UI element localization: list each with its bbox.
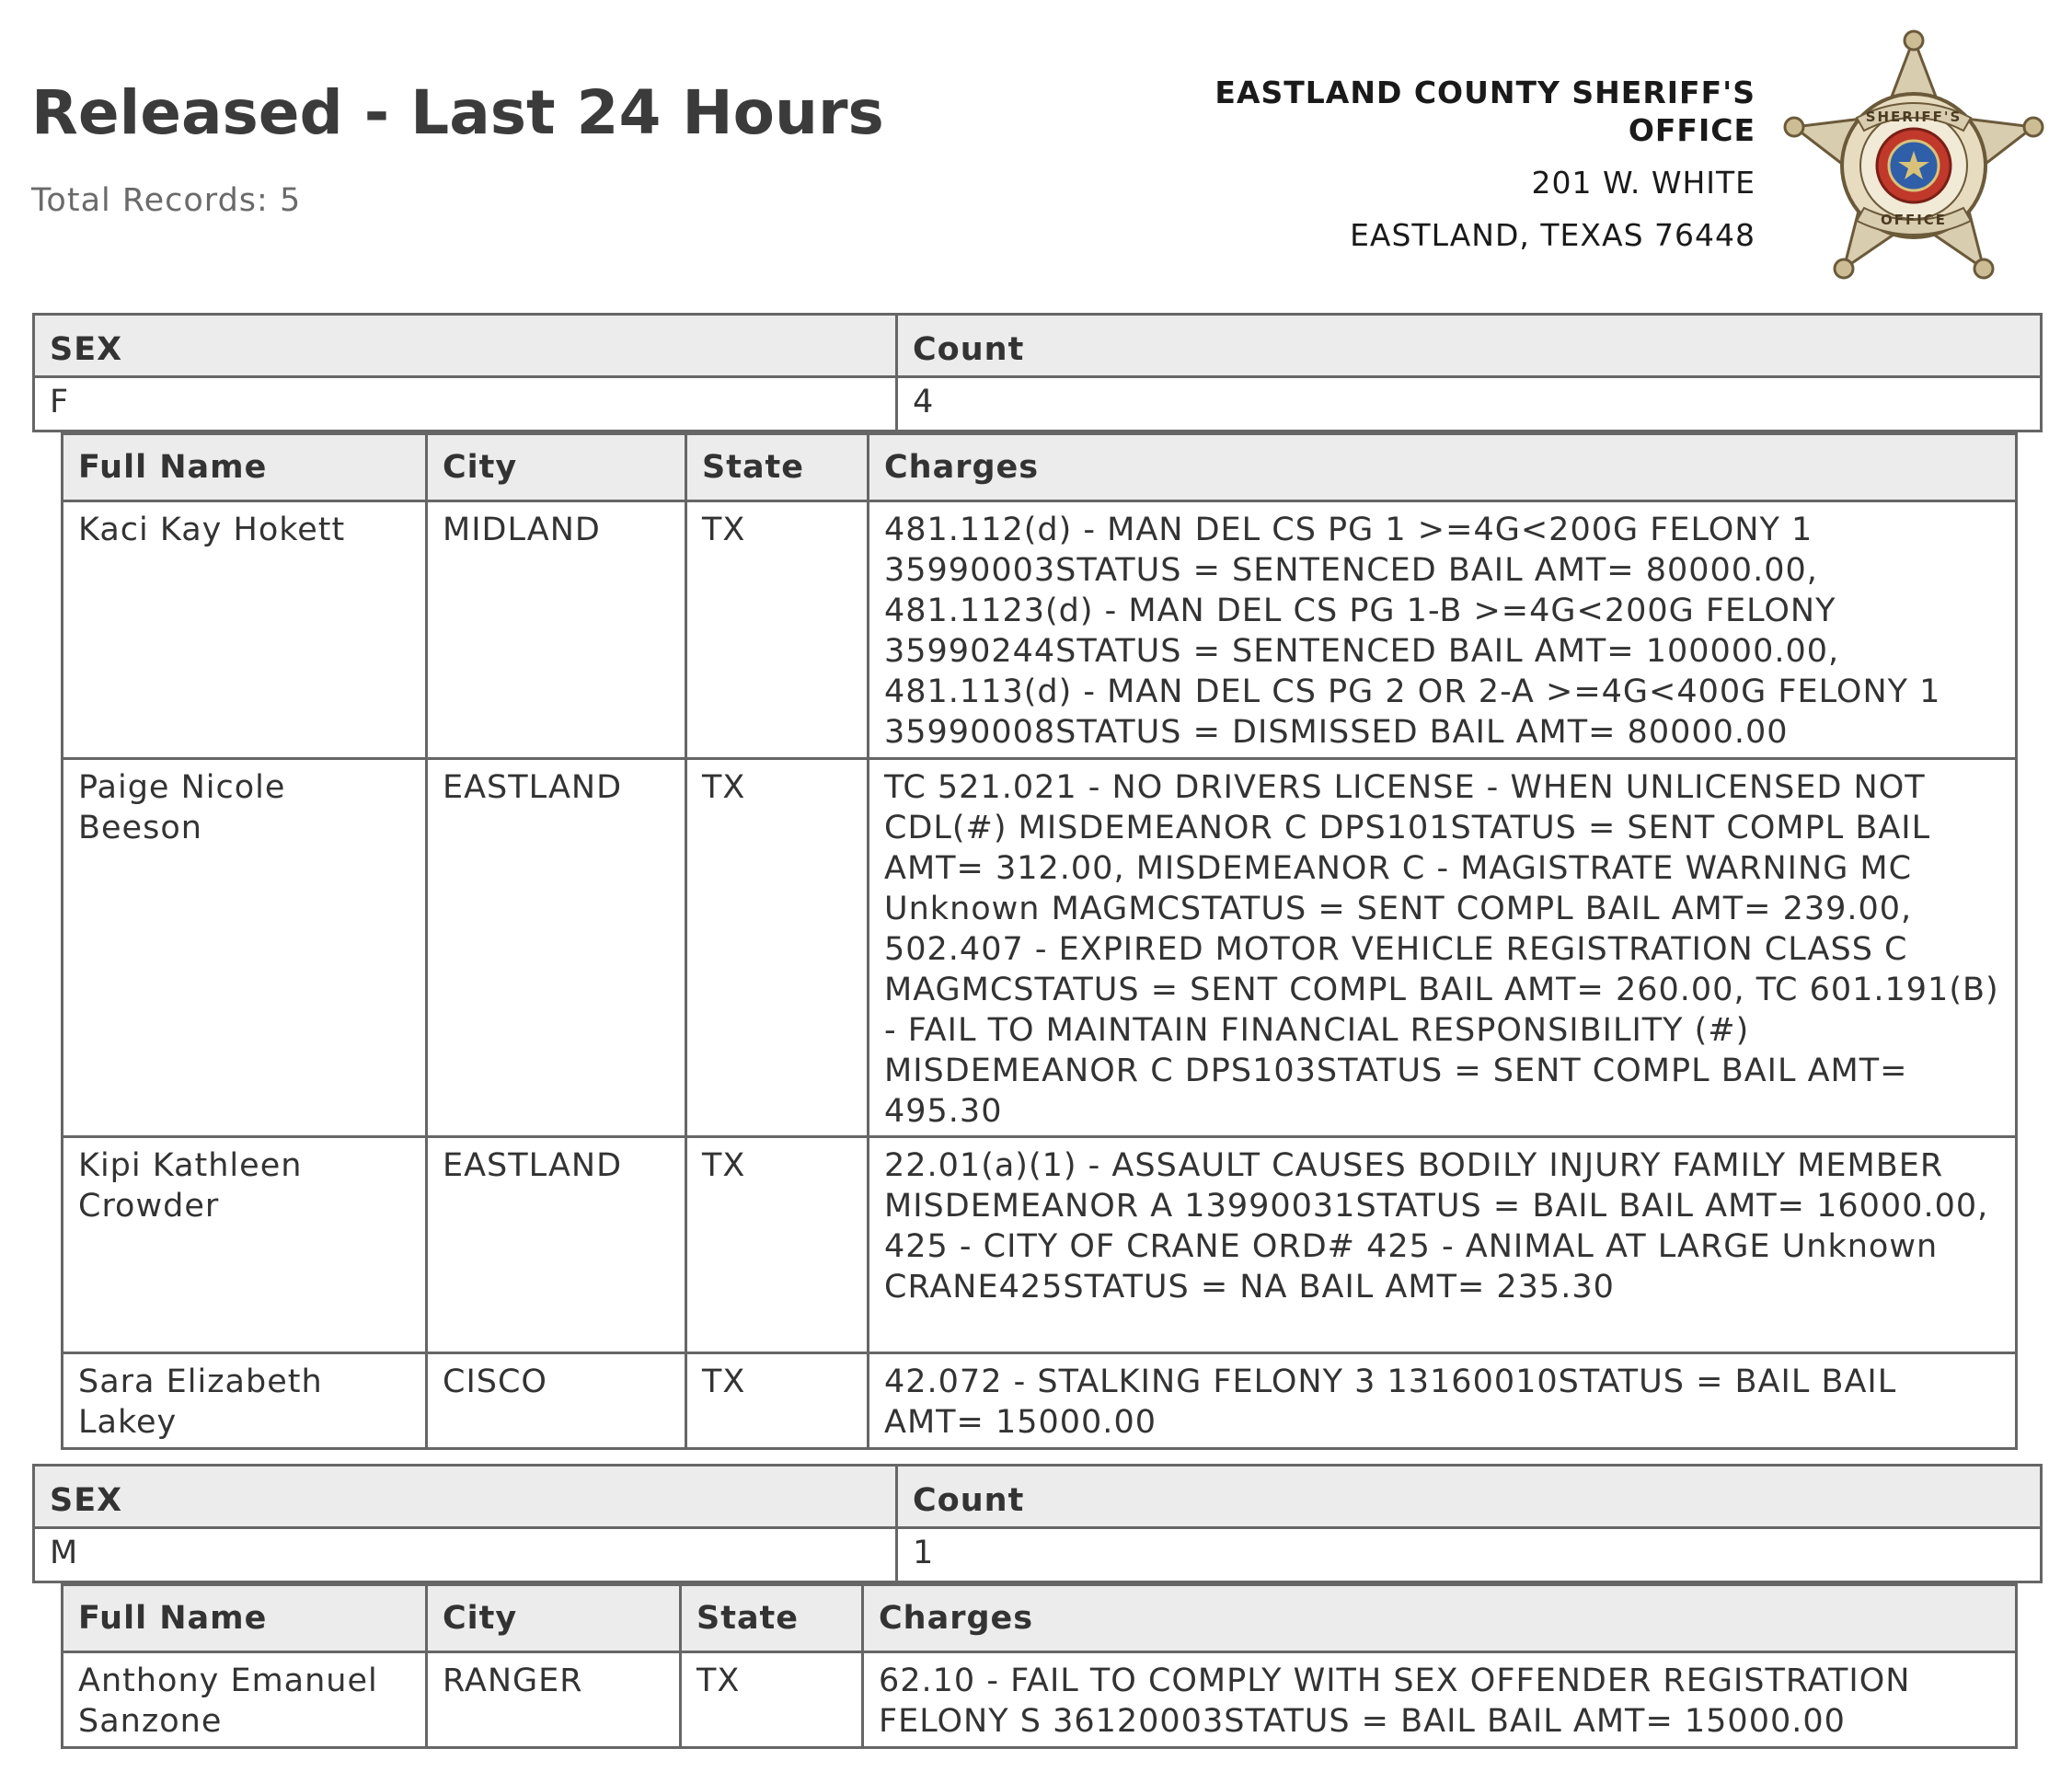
full-name-cell: Kaci Kay Hokett	[63, 501, 427, 759]
table-row	[63, 501, 2017, 759]
detail-header-row	[63, 434, 2017, 501]
charges-cell: 62.10 - FAIL TO COMPLY WITH SEX OFFENDER REGISTRATION FELONY S 36120003STATUS = BAIL BAIL AMT= 15000.00	[863, 1652, 2017, 1748]
detail-header-row	[63, 1585, 2017, 1652]
column-header-count: Count	[897, 315, 2042, 377]
group-count-value: 4	[897, 377, 2042, 431]
detail-table-f	[61, 432, 2018, 1450]
table-row	[63, 1652, 2017, 1748]
state-cell: TX	[686, 1137, 869, 1353]
city-cell: MIDLAND	[427, 501, 686, 759]
group-header-row	[34, 1466, 2042, 1528]
city-cell: CISCO	[427, 1353, 686, 1449]
page-title: Released - Last 24 Hours	[31, 77, 884, 148]
city-cell: EASTLAND	[427, 1137, 686, 1353]
group-summary-table-f	[32, 313, 2043, 432]
state-cell: TX	[686, 1353, 869, 1449]
group-sex-value: F	[34, 377, 897, 431]
group-value-row	[34, 1528, 2042, 1582]
column-header-charges: Charges	[869, 434, 2017, 501]
column-header-city: City	[427, 1585, 681, 1652]
detail-table-m	[61, 1583, 2018, 1749]
charges-cell: 42.072 - STALKING FELONY 3 13160010STATUS = BAIL BAIL AMT= 15000.00	[869, 1353, 2017, 1449]
column-header-full-name: Full Name	[63, 434, 427, 501]
state-cell: TX	[686, 759, 869, 1137]
svg-text:SHERIFF'S: SHERIFF'S	[1865, 109, 1963, 125]
agency-name: EASTLAND COUNTY SHERIFF'S OFFICE	[1214, 75, 1755, 148]
full-name-cell: Paige Nicole Beeson	[63, 759, 427, 1137]
city-cell: RANGER	[427, 1652, 681, 1748]
charges-cell: 22.01(a)(1) - ASSAULT CAUSES BODILY INJURY FAMILY MEMBER MISDEMEANOR A 13990031STATUS = BAIL BAIL AMT= 16000.00, 425 - CITY OF CRANE ORD# 425 - ANIMAL AT LARGE Unknown CRANE425STATUS = NA BAIL AMT= 235.30	[869, 1137, 2017, 1353]
agency-address-line2: EASTLAND, TEXAS 76448	[1350, 217, 1755, 253]
charges-cell: 481.112(d) - MAN DEL CS PG 1 >=4G<200G FELONY 1 35990003STATUS = SENTENCED BAIL AMT= 80000.00, 481.1123(d) - MAN DEL CS PG 1-B >=4G<200G FELONY 35990244STATUS = SENTENCED BAIL AMT= 100000.00, 481.113(d) - MAN DEL CS PG 2 OR 2-A >=4G<400G FELONY 1 35990008STATUS = DISMISSED BAIL AMT= 80000.00	[869, 501, 2017, 759]
column-header-city: City	[427, 434, 686, 501]
column-header-sex: SEX	[34, 315, 897, 377]
column-header-count: Count	[897, 1466, 2042, 1528]
full-name-cell: Kipi Kathleen Crowder	[63, 1137, 427, 1353]
total-records: Total Records: 5	[31, 182, 302, 219]
full-name-cell: Anthony Emanuel Sanzone	[63, 1652, 427, 1748]
charges-cell: TC 521.021 - NO DRIVERS LICENSE - WHEN UNLICENSED NOT CDL(#) MISDEMEANOR C DPS101STATUS = SENT COMPL BAIL AMT= 312.00, MISDEMEANOR C - MAGISTRATE WARNING MC Unknown MAGMCSTATUS = SENT COMPL BAIL AMT= 239.00, 502.407 - EXPIRED MOTOR VEHICLE REGISTRATION CLASS C MAGMCSTATUS = SENT COMPL BAIL AMT= 260.00, TC 601.191(B) - FAIL TO MAINTAIN FINANCIAL RESPONSIBILITY (#) MISDEMEANOR C DPS103STATUS = SENT COMPL BAIL AMT= 495.30	[869, 759, 2017, 1137]
group-count-value: 1	[897, 1528, 2042, 1582]
state-cell: TX	[686, 501, 869, 759]
state-cell: TX	[681, 1652, 863, 1748]
group-value-row	[34, 377, 2042, 431]
table-row	[63, 1137, 2017, 1353]
table-row	[63, 759, 2017, 1137]
full-name-cell: Sara Elizabeth Lakey	[63, 1353, 427, 1449]
column-header-state: State	[681, 1585, 863, 1652]
group-header-row	[34, 315, 2042, 377]
agency-address-line1: 201 W. WHITE	[1531, 165, 1755, 201]
sheriff-badge-logo	[1779, 28, 2048, 282]
city-cell: EASTLAND	[427, 759, 686, 1137]
group-summary-table-m	[32, 1464, 2043, 1583]
column-header-sex: SEX	[34, 1466, 897, 1528]
agency-address-block	[1093, 74, 1755, 254]
column-header-state: State	[686, 434, 869, 501]
group-sex-value: M	[34, 1528, 897, 1582]
table-row	[63, 1353, 2017, 1449]
svg-text:OFFICE: OFFICE	[1880, 212, 1948, 228]
column-header-full-name: Full Name	[63, 1585, 427, 1652]
column-header-charges: Charges	[863, 1585, 2017, 1652]
